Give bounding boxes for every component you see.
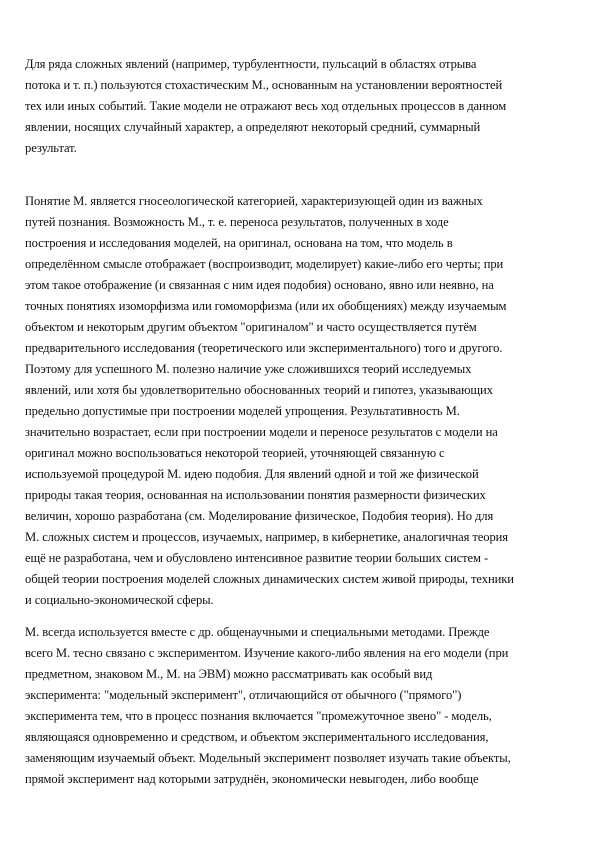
text-line: Понятие М. является гносеологической категорией, характеризующей один из важных xyxy=(25,194,483,208)
paragraph-gnoseological-category xyxy=(25,191,580,611)
text-line: величин, хорошо разработана (см. Моделирование физическое, Подобия теория). Но для xyxy=(25,509,494,523)
text-line: точных понятиях изоморфизма или гомоморфизма (или их обобщениях) между изучаемым xyxy=(25,299,507,313)
text-line: Поэтому для успешного М. полезно наличие уже сложившихся теорий исследуемых xyxy=(25,362,472,376)
text-line: и социально-экономической сферы. xyxy=(25,593,214,607)
text-line: тех или иных событий. Такие модели не отражают весь ход отдельных процессов в данном xyxy=(25,99,507,113)
text-line: всего М. тесно связано с экспериментом. Изучение какого-либо явления на его модели (при xyxy=(25,646,509,660)
text-line: предварительного исследования (теоретического или экспериментального) того и другого. xyxy=(25,341,503,355)
text-line: явлений, или хотя бы удовлетворительно обоснованных теорий и гипотез, указывающих xyxy=(25,383,493,397)
text-line: общей теории построения моделей сложных динамических систем живой природы, техники xyxy=(25,572,514,586)
text-line: объектом и некоторым другим объектом "оригиналом" и часто осуществляется путём xyxy=(25,320,477,334)
text-line: явлении, носящих случайный характер, а определяют некоторый средний, суммарный xyxy=(25,120,481,134)
text-line: потока и т. п.) пользуются стохастическим М., основанным на установлении вероятностей xyxy=(25,78,503,92)
paragraph-experiment-relation xyxy=(25,622,580,790)
text-line: определённом смысле отображает (воспроизводит, моделирует) какие-либо его черты; при xyxy=(25,257,504,271)
text-line: путей познания. Возможность М., т. е. переноса результатов, полученных в ходе xyxy=(25,215,449,229)
text-line: заменяющим изучаемый объект. Модельный эксперимент позволяет изучать такие объекты, xyxy=(25,751,511,765)
text-line: Для ряда сложных явлений (например, турбулентности, пульсаций в областях отрыва xyxy=(25,57,477,71)
text-line: этом такое отображение (и связанная с ним идея подобия) основано, явно или неявно, на xyxy=(25,278,494,292)
text-line: используемой процедурой М. идею подобия. Для явлений одной и той же физической xyxy=(25,467,479,481)
text-line: природы такая теория, основанная на использовании понятия размерности физических xyxy=(25,488,486,502)
text-line: оригинал можно воспользоваться некоторой теорией, уточняющей связанную с xyxy=(25,446,445,460)
text-line: предельно допустимые при построении моделей упрощения. Результативность М. xyxy=(25,404,460,418)
text-line: результат. xyxy=(25,141,77,155)
text-line: являющаяся одновременно и средством, и объектом экспериментального исследования, xyxy=(25,730,489,744)
paragraph-stochastic-modeling xyxy=(25,54,580,159)
text-line: М. сложных систем и процессов, изучаемых, например, в кибернетике, аналогичная теория xyxy=(25,530,508,544)
text-line: М. всегда используется вместе с др. общенаучными и специальными методами. Прежде xyxy=(25,625,490,639)
text-line: эксперимента: "модельный эксперимент", отличающийся от обычного ("прямого") xyxy=(25,688,462,702)
text-line: эксперимента тем, что в процесс познания включается "промежуточное звено" - модель, xyxy=(25,709,492,723)
text-line: значительно возрастает, если при построении модели и переносе результатов с модели на xyxy=(25,425,498,439)
text-line: ещё не разработана, чем и обусловлено интенсивное развитие теории больших систем - xyxy=(25,551,489,565)
text-line: построения и исследования моделей, на оригинал, основана на том, что модель в xyxy=(25,236,453,250)
text-line: предметном, знаковом М., М. на ЭВМ) можно рассматривать как особый вид xyxy=(25,667,433,681)
text-line: прямой эксперимент над которыми затруднён, экономически невыгоден, либо вообще xyxy=(25,772,479,786)
